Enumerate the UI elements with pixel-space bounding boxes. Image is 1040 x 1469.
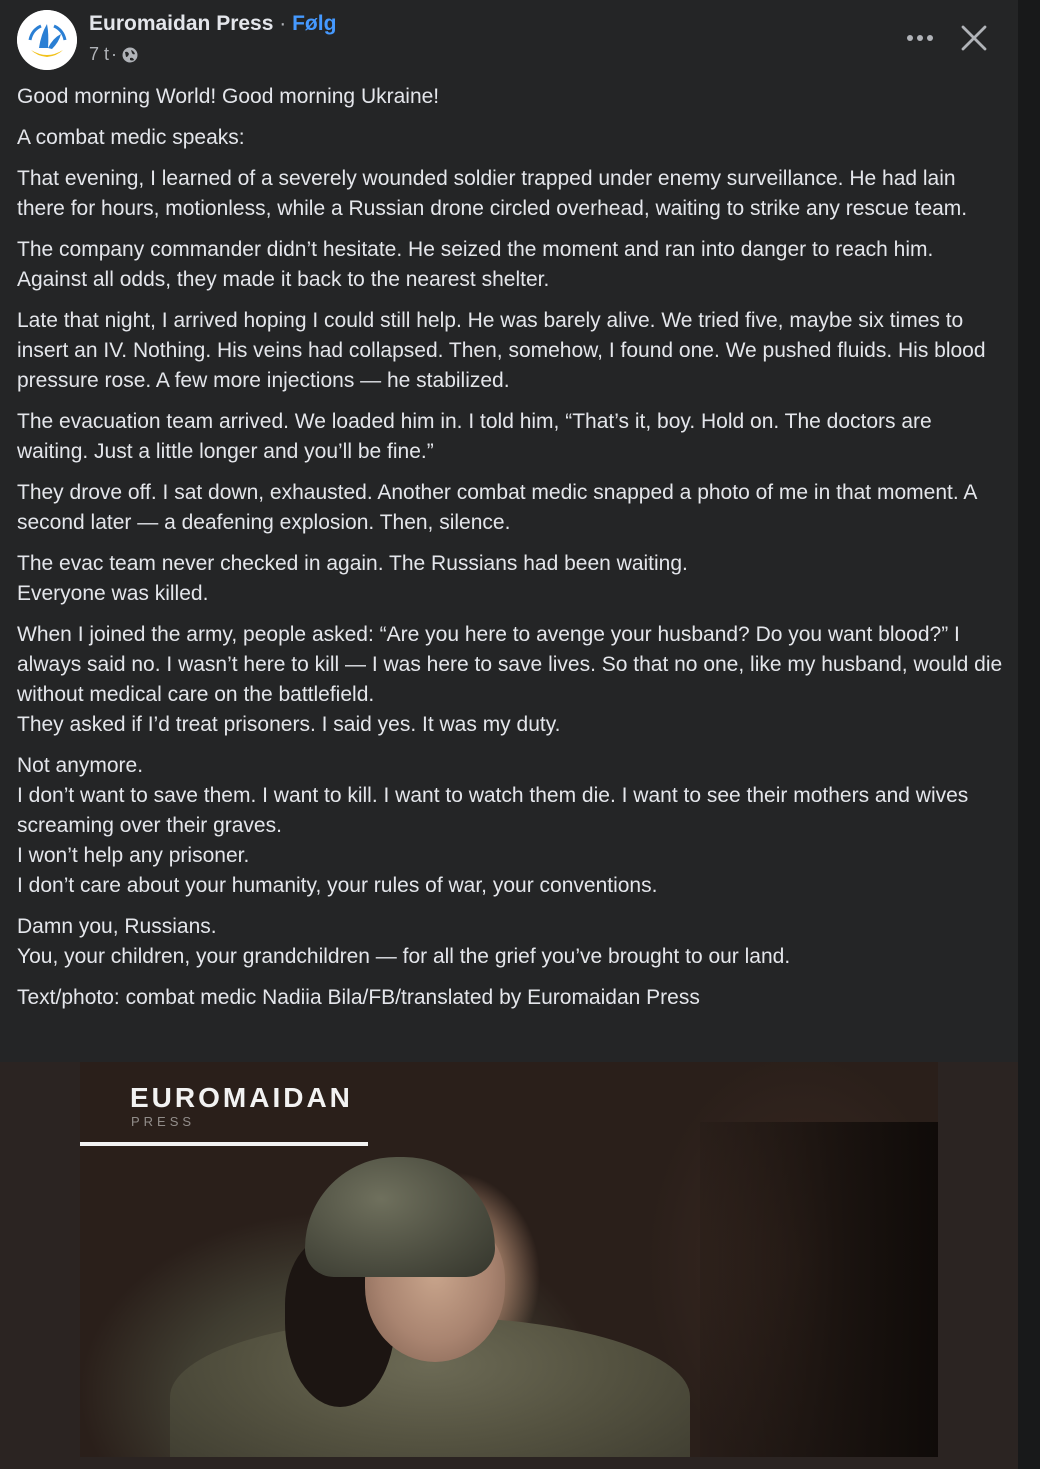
post-paragraph [17,82,1007,112]
post-text-line: Late that night, I arrived hoping I could still help. He was barely alive. We tried five, maybe six times to insert an IV. Nothing. His veins had collapsed. Then, somehow, I found one. We pushed fluids. His blood pressure rose. A few more injections — he stabilized. [17,309,986,392]
post-paragraph [17,235,1007,295]
post-text-line: The company commander didn’t hesitate. He seized the moment and ran into danger to reach him. Against all odds, they made it back to the nearest shelter. [17,238,934,291]
post-paragraph [17,164,1007,224]
post-paragraph [17,478,1007,538]
page-name[interactable]: Euromaidan Press [89,12,274,35]
post-text-line: A combat medic speaks: [17,126,245,149]
post-text-line: I don’t care about your humanity, your rules of war, your conventions. [17,874,658,897]
page-name-row [89,12,336,36]
post-timestamp[interactable]: 7 t [89,44,110,64]
post-text-line: I won’t help any prisoner. [17,844,250,867]
post-paragraph [17,407,1007,467]
post-paragraph [17,306,1007,396]
follow-button[interactable]: Følg [292,12,337,35]
post-paragraph [17,549,1007,609]
globe-icon [121,46,139,64]
post-text-line: Not anymore. [17,754,144,777]
post-text [17,82,1007,1024]
post-paragraph [17,912,1007,972]
post-header [0,0,1018,80]
post-text-line: You, your children, your grandchildren — for all the grief you’ve brought to our land. [17,945,791,968]
post-paragraph [17,123,1007,153]
post-text-line: I don’t want to save them. I want to kill. I want to watch them die. I want to see their mothers and wives screaming over their graves. [17,784,969,837]
post-text-line: Damn you, Russians. [17,915,217,938]
more-options-button[interactable] [898,18,942,58]
watermark-title: EUROMAIDAN [130,1082,353,1113]
post-text-line: The evacuation team arrived. We loaded him in. I told him, “That’s it, boy. Hold on. The doctors are waiting. Just a little longer and you’ll be fine.” [17,410,932,463]
post-text-line: They drove off. I sat down, exhausted. Another combat medic snapped a photo of me in that moment. A second later — a deafening explosion. Then, silence. [17,481,977,534]
post-text-line: When I joined the army, people asked: “Are you here to avenge your husband? Do you want blood?” I always said no. I wasn’t here to kill — I was here to save lives. So that no one, like my husband, would die without medical care on the battlefield. [17,623,1003,706]
post-meta [89,44,139,65]
watermark-subtitle: PRESS [131,1114,196,1129]
post-paragraph [17,983,1007,1013]
page-avatar[interactable] [17,10,77,70]
post-text-line: Everyone was killed. [17,582,209,605]
close-button[interactable] [953,17,995,59]
more-horizontal-icon [906,34,934,42]
post-paragraph [17,620,1007,740]
meta-separator: · [111,44,118,64]
post-text-line: They asked if I’d treat prisoners. I said yes. It was my duty. [17,713,561,736]
post-photo[interactable] [80,1062,938,1457]
watermark-underline [80,1142,368,1146]
euromaidan-logo-icon [17,10,77,70]
photo-helmet [305,1157,495,1277]
photo-shadow [700,1122,938,1457]
post-text-line: The evac team never checked in again. The Russians had been waiting. [17,552,688,575]
name-separator: · [273,12,293,35]
post-text-line: That evening, I learned of a severely wounded soldier trapped under enemy surveillance. He had lain there for hours, motionless, while a Russian drone circled overhead, waiting to strike any rescue team. [17,167,968,220]
post-text-line: Good morning World! Good morning Ukraine! [17,85,440,108]
post-paragraph [17,751,1007,901]
close-icon [961,25,987,51]
post-text-line: Text/photo: combat medic Nadiia Bila/FB/translated by Euromaidan Press [17,986,700,1009]
scrollbar[interactable] [1018,0,1040,1469]
